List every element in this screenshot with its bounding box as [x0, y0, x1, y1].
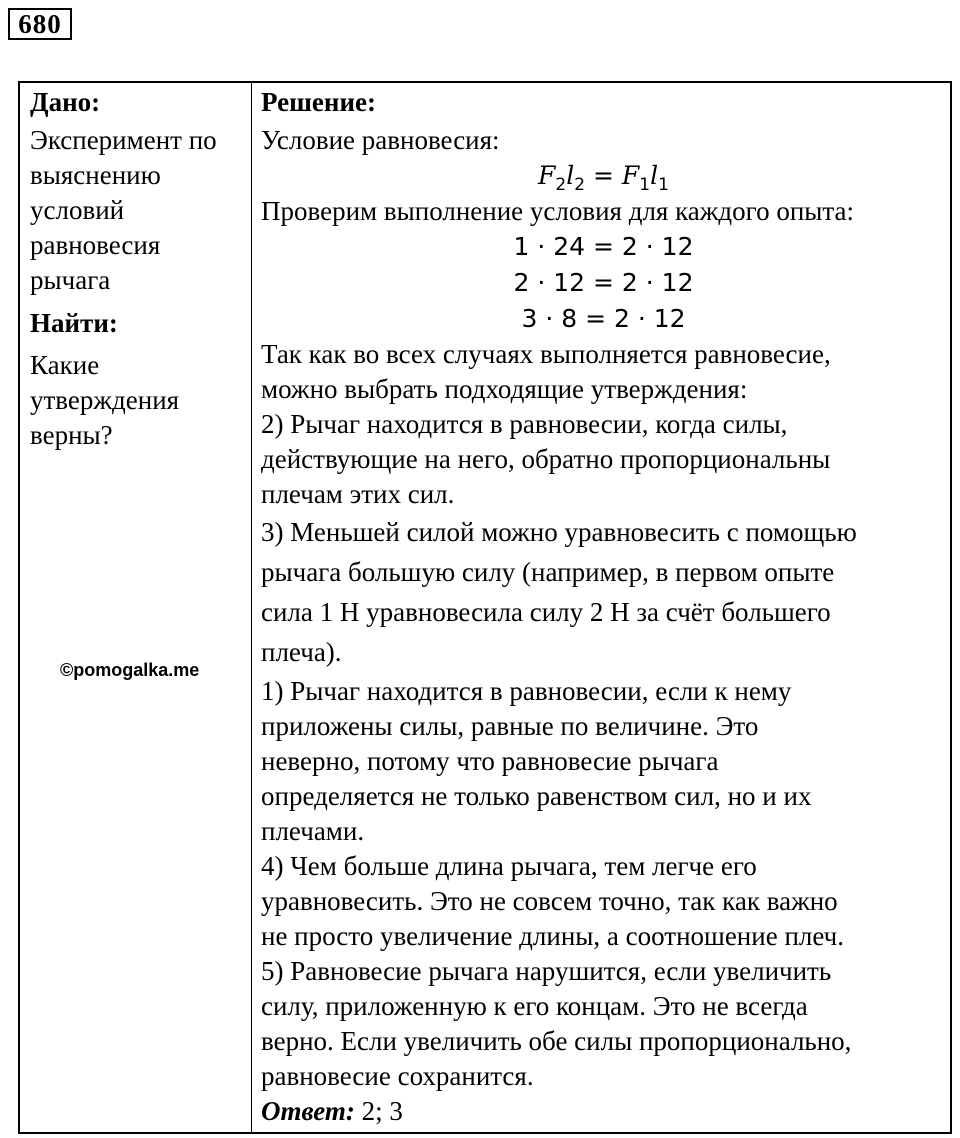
- statement-1-line: неверно, потому что равновесие рычага: [261, 746, 719, 776]
- formula-subscript: 2: [574, 174, 586, 195]
- formula-symbol: F: [538, 161, 556, 190]
- formula-equals: =: [593, 161, 614, 190]
- given-line: рычага: [30, 265, 111, 295]
- find-heading: Найти:: [30, 308, 118, 338]
- answer-value: 2; 3: [354, 1096, 403, 1126]
- statement-4-line: не просто увеличение длины, а соотношение плеч.: [261, 921, 845, 951]
- column-divider: [251, 83, 252, 1132]
- check-label: Проверим выполнение условия для каждого опыта:: [261, 196, 855, 226]
- answer-label: Ответ:: [261, 1096, 355, 1126]
- statement-1-line: приложены силы, равные по величине. Это: [261, 711, 759, 741]
- statement-4-line: уравновесить. Это не совсем точно, так как важно: [261, 886, 838, 916]
- find-line: верны?: [30, 420, 113, 450]
- find-line: Какие: [30, 350, 100, 380]
- given-line: Эксперимент по: [30, 125, 217, 155]
- statement-1-line: плечами.: [261, 816, 365, 846]
- statement-3-line: 3) Меньшей силой можно уравновесить с помощью: [261, 517, 857, 547]
- conclusion-line: можно выбрать подходящие утверждения:: [261, 374, 748, 404]
- formula-subscript: 2: [555, 174, 567, 195]
- given-text: [30, 123, 250, 298]
- equilibrium-formula: [261, 158, 946, 194]
- statement-1-line: 1) Рычаг находится в равновесии, если к нему: [261, 676, 792, 706]
- statement-5-line: 5) Равновесие рычага нарушится, если увеличить: [261, 956, 832, 986]
- statement-5-line: равновесие сохранится.: [261, 1061, 534, 1091]
- given-line: выяснению: [30, 160, 161, 190]
- formula-symbol: F: [621, 161, 640, 190]
- problem-number: 680: [8, 8, 72, 40]
- equation-line: 3 · 8 = 2 · 12: [521, 304, 686, 333]
- formula-subscript: 1: [639, 174, 651, 195]
- equation-line: 1 · 24 = 2 · 12: [513, 232, 694, 261]
- formula-symbol: l: [566, 161, 575, 190]
- statement-2-line: 2) Рычаг находится в равновесии, когда силы,: [261, 409, 788, 439]
- equation-line: 2 · 12 = 2 · 12: [513, 268, 694, 297]
- statement-5-line: силу, приложенную к его концам. Это не всегда: [261, 991, 808, 1021]
- solution-table: [18, 81, 952, 1134]
- conclusion-line: Так как во всех случаях выполняется равновесие,: [261, 339, 831, 369]
- given-heading: Дано:: [30, 87, 101, 117]
- watermark: ©pomogalka.me: [60, 660, 200, 680]
- condition-label: Условие равновесия:: [261, 125, 500, 155]
- given-line: условий: [30, 195, 125, 225]
- statement-2-line: плечам этих сил.: [261, 479, 455, 509]
- solution-heading: Решение:: [261, 87, 376, 117]
- answer: [261, 1094, 946, 1128]
- find-text: [30, 348, 250, 453]
- statement-3-line: рычага большую силу (например, в первом опыте: [261, 557, 835, 587]
- find-line: утверждения: [30, 385, 180, 415]
- statement-1-line: определяется не только равенством сил, но и их: [261, 781, 812, 811]
- statement-5-line: верно. Если увеличить обе силы пропорционально,: [261, 1026, 852, 1056]
- formula-subscript: 1: [658, 174, 669, 195]
- given-line: равновесия: [30, 230, 161, 260]
- statement-4-line: 4) Чем больше длина рычага, тем легче его: [261, 851, 757, 881]
- given-column: [30, 83, 250, 453]
- statement-3-line: плеча).: [261, 637, 342, 667]
- solution-column: [261, 83, 946, 1128]
- formula-symbol: l: [650, 161, 659, 190]
- statement-2-line: действующие на него, обратно пропорциональны: [261, 444, 831, 474]
- statement-3-line: сила 1 Н уравновесила силу 2 Н за счёт большего: [261, 597, 831, 627]
